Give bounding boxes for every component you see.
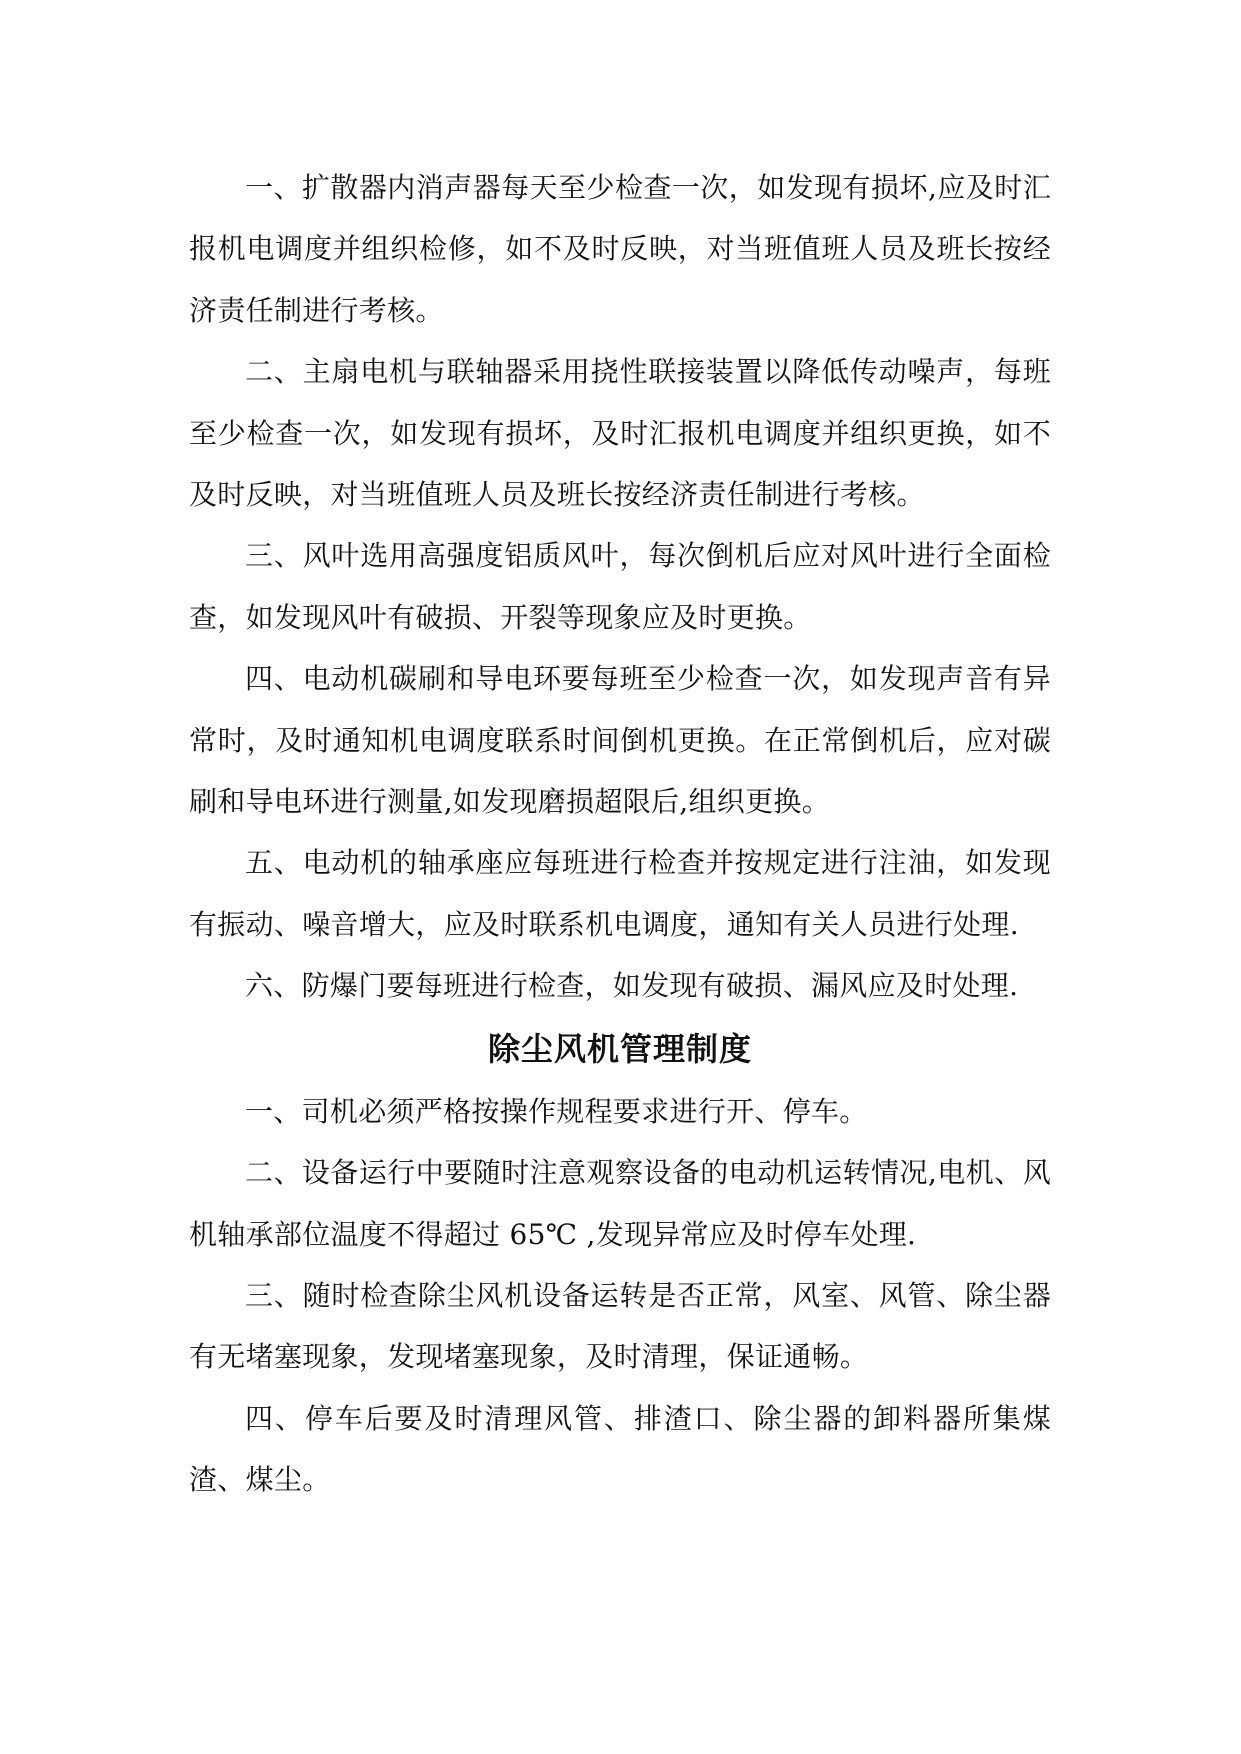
dust-fan-paragraph-3: 三、随时检查除尘风机设备运转是否正常，风室、风管、除尘器有无堵塞现象，发现堵塞现象，及时清理，保证通畅。 [189, 1278, 1051, 1374]
paragraph-3: 三、风叶选用高强度铝质风叶，每次倒机后应对风叶进行全面检查，如发现风叶有破损、开裂等现象应及时更换。 [189, 539, 1051, 634]
paragraph-4: 四、电动机碳刷和导电环要每班至少检查一次，如发现声音有异常时，及时通知机电调度联系时间倒机更换。在正常倒机后，应对碳刷和导电环进行测量,如发现磨损超限后,组织更换。 [189, 662, 1051, 819]
paragraph-5: 五、电动机的轴承座应每班进行检查并按规定进行注油，如发现有振动、噪音增大，应及时联系机电调度，通知有关人员进行处理. [189, 846, 1051, 941]
document-body [189, 157, 1051, 1511]
paragraph-2: 二、主扇电机与联轴器采用挠性联接装置以降低传动噪声，每班至少检查一次，如发现有损坏，及时汇报机电调度并组织更换，如不及时反映，对当班值班人员及班长按经济责任制进行考核。 [189, 355, 1051, 512]
dust-fan-paragraph-2: 二、设备运行中要随时注意观察设备的电动机运转情况,电机、风机轴承部位温度不得超过 65℃ ,发现异常应及时停车处理. [189, 1156, 1051, 1251]
dust-fan-paragraph-1: 一、司机必须严格按操作规程要求进行开、停车。 [245, 1094, 868, 1128]
paragraph-1: 一、扩散器内消声器每天至少检查一次，如发现有损坏,应及时汇报机电调度并组织检修，如不及时反映，对当班值班人员及班长按经济责任制进行考核。 [189, 171, 1051, 327]
section-title: 除尘风机管理制度 [487, 1029, 752, 1068]
dust-fan-paragraph-4: 四、停车后要及时清理风管、排渣口、除尘器的卸料器所集煤渣、煤尘。 [189, 1401, 1051, 1497]
paragraph-6: 六、防爆门要每班进行检查，如发现有破损、漏风应及时处理. [245, 969, 1019, 1003]
